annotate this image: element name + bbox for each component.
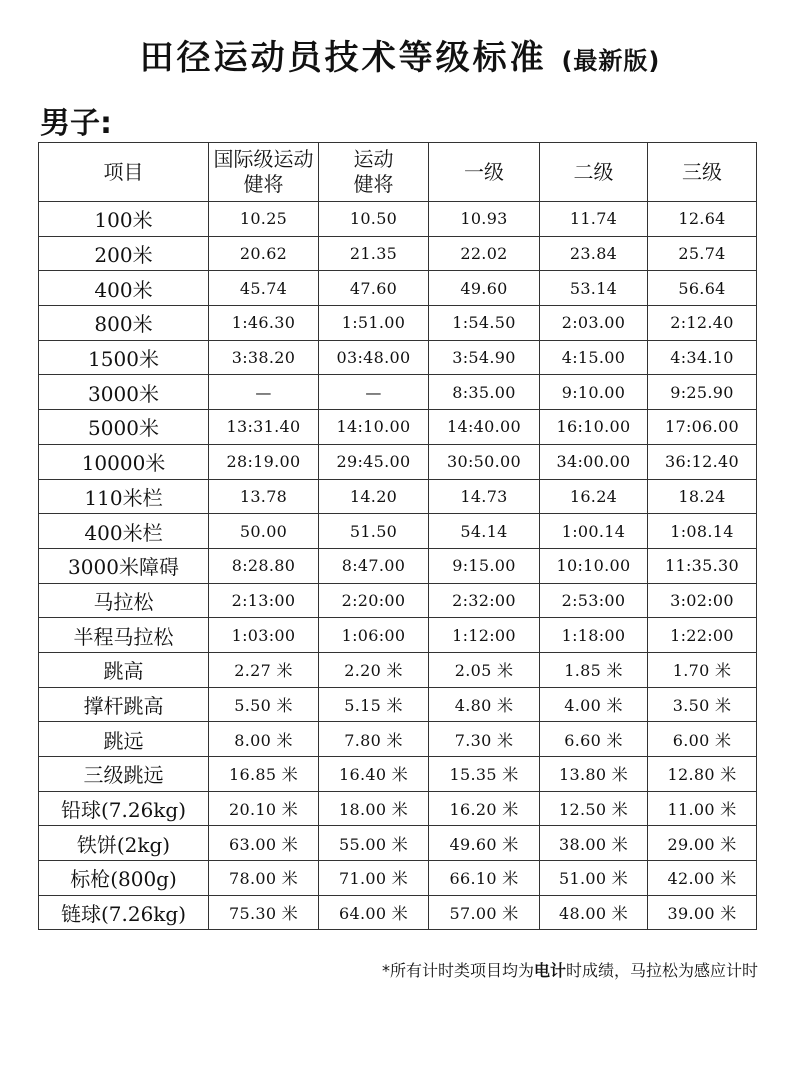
title-text: 田径运动员技术等级标准	[139, 38, 547, 78]
cell-level-2: 1.85 米	[540, 652, 648, 687]
cell-international-master: 2:13:00	[209, 583, 319, 618]
cell-event: 110米栏	[39, 479, 209, 514]
table-row	[39, 271, 757, 306]
cell-level-2: 16:10.00	[540, 410, 648, 445]
table-row	[39, 687, 757, 722]
header-level-3: 三级	[648, 143, 757, 202]
cell-level-2: 53.14	[540, 271, 648, 306]
cell-master: 03:48.00	[319, 340, 429, 375]
cell-international-master: —	[209, 375, 319, 410]
cell-event: 跳高	[39, 652, 209, 687]
cell-international-master: 13.78	[209, 479, 319, 514]
cell-event: 链球(7.26kg)	[39, 895, 209, 930]
cell-level-3: 2:12.40	[648, 306, 757, 341]
table-row	[39, 583, 757, 618]
cell-level-3: 36:12.40	[648, 444, 757, 479]
cell-international-master: 16.85 米	[209, 757, 319, 792]
table-row	[39, 826, 757, 861]
cell-level-2: 51.00 米	[540, 861, 648, 896]
cell-level-3: 17:06.00	[648, 410, 757, 445]
cell-master: 2.20 米	[319, 652, 429, 687]
table-row	[39, 236, 757, 271]
cell-event: 3000米障碍	[39, 548, 209, 583]
table-row	[39, 410, 757, 445]
cell-level-3: 12.64	[648, 202, 757, 237]
cell-master: 71.00 米	[319, 861, 429, 896]
cell-master: 2:20:00	[319, 583, 429, 618]
cell-international-master: 20.10 米	[209, 791, 319, 826]
cell-level-3: 4:34.10	[648, 340, 757, 375]
table-row	[39, 548, 757, 583]
footnote-suffix: 时成绩，马拉松为感应计时	[565, 961, 758, 980]
cell-level-2: 11.74	[540, 202, 648, 237]
cell-master: 7.80 米	[319, 722, 429, 757]
cell-international-master: 8.00 米	[209, 722, 319, 757]
cell-level-3: 42.00 米	[648, 861, 757, 896]
cell-level-2: 10:10.00	[540, 548, 648, 583]
table-row	[39, 652, 757, 687]
cell-level-1: 30:50.00	[429, 444, 540, 479]
cell-master: 29:45.00	[319, 444, 429, 479]
cell-international-master: 3:38.20	[209, 340, 319, 375]
cell-level-3: 1.70 米	[648, 652, 757, 687]
table-row	[39, 306, 757, 341]
cell-event: 200米	[39, 236, 209, 271]
cell-event: 3000米	[39, 375, 209, 410]
cell-level-3: 18.24	[648, 479, 757, 514]
cell-level-2: 13.80 米	[540, 757, 648, 792]
cell-level-2: 2:03.00	[540, 306, 648, 341]
cell-event: 100米	[39, 202, 209, 237]
cell-level-3: 9:25.90	[648, 375, 757, 410]
cell-level-1: 3:54.90	[429, 340, 540, 375]
cell-event: 撑杆跳高	[39, 687, 209, 722]
cell-level-1: 2.05 米	[429, 652, 540, 687]
cell-international-master: 2.27 米	[209, 652, 319, 687]
cell-master: 1:06:00	[319, 618, 429, 653]
header-international-master	[209, 143, 319, 202]
cell-event: 5000米	[39, 410, 209, 445]
cell-master: 16.40 米	[319, 757, 429, 792]
cell-international-master: 10.25	[209, 202, 319, 237]
cell-level-1: 1:54.50	[429, 306, 540, 341]
footnote-bold: 电计	[533, 961, 566, 980]
cell-level-1: 57.00 米	[429, 895, 540, 930]
cell-level-2: 12.50 米	[540, 791, 648, 826]
cell-level-2: 4.00 米	[540, 687, 648, 722]
cell-level-3: 56.64	[648, 271, 757, 306]
cell-event: 400米	[39, 271, 209, 306]
cell-level-1: 14.73	[429, 479, 540, 514]
cell-event: 800米	[39, 306, 209, 341]
cell-level-3: 29.00 米	[648, 826, 757, 861]
cell-master: 47.60	[319, 271, 429, 306]
header-level-2: 二级	[540, 143, 648, 202]
cell-master: 5.15 米	[319, 687, 429, 722]
cell-level-3: 1:22:00	[648, 618, 757, 653]
cell-international-master: 1:46.30	[209, 306, 319, 341]
cell-level-1: 16.20 米	[429, 791, 540, 826]
cell-level-1: 54.14	[429, 514, 540, 549]
cell-event: 马拉松	[39, 583, 209, 618]
cell-level-3: 12.80 米	[648, 757, 757, 792]
header-level-1: 一级	[429, 143, 540, 202]
cell-international-master: 63.00 米	[209, 826, 319, 861]
cell-level-1: 2:32:00	[429, 583, 540, 618]
cell-international-master: 78.00 米	[209, 861, 319, 896]
cell-level-1: 8:35.00	[429, 375, 540, 410]
cell-level-1: 49.60 米	[429, 826, 540, 861]
cell-level-1: 66.10 米	[429, 861, 540, 896]
cell-master: 18.00 米	[319, 791, 429, 826]
cell-level-3: 39.00 米	[648, 895, 757, 930]
cell-event: 铁饼(2kg)	[39, 826, 209, 861]
cell-level-3: 3:02:00	[648, 583, 757, 618]
header-event: 项目	[39, 143, 209, 202]
cell-event: 1500米	[39, 340, 209, 375]
cell-master: 1:51.00	[319, 306, 429, 341]
cell-level-2: 23.84	[540, 236, 648, 271]
cell-level-1: 7.30 米	[429, 722, 540, 757]
table-header-row	[39, 143, 757, 202]
cell-level-1: 9:15.00	[429, 548, 540, 583]
cell-level-1: 1:12:00	[429, 618, 540, 653]
cell-event: 三级跳远	[39, 757, 209, 792]
table-row	[39, 861, 757, 896]
cell-master: 64.00 米	[319, 895, 429, 930]
cell-level-1: 10.93	[429, 202, 540, 237]
cell-level-1: 4.80 米	[429, 687, 540, 722]
cell-level-2: 6.60 米	[540, 722, 648, 757]
cell-level-3: 1:08.14	[648, 514, 757, 549]
cell-event: 铅球(7.26kg)	[39, 791, 209, 826]
cell-level-1: 14:40.00	[429, 410, 540, 445]
cell-level-2: 2:53:00	[540, 583, 648, 618]
table-row	[39, 479, 757, 514]
section-heading-men: 男子:	[40, 106, 112, 141]
table-row	[39, 514, 757, 549]
cell-event: 400米栏	[39, 514, 209, 549]
cell-international-master: 5.50 米	[209, 687, 319, 722]
table-row	[39, 444, 757, 479]
table-row	[39, 791, 757, 826]
cell-event: 标枪(800g)	[39, 861, 209, 896]
cell-master: 51.50	[319, 514, 429, 549]
table-row	[39, 202, 757, 237]
table-row	[39, 757, 757, 792]
cell-level-3: 11:35.30	[648, 548, 757, 583]
footnote-prefix: *所有计时类项目均为	[381, 961, 534, 980]
cell-event: 跳远	[39, 722, 209, 757]
table-row	[39, 722, 757, 757]
cell-level-1: 22.02	[429, 236, 540, 271]
cell-master: 21.35	[319, 236, 429, 271]
cell-event: 10000米	[39, 444, 209, 479]
cell-international-master: 45.74	[209, 271, 319, 306]
cell-international-master: 1:03:00	[209, 618, 319, 653]
cell-level-1: 49.60	[429, 271, 540, 306]
cell-master: 8:47.00	[319, 548, 429, 583]
cell-level-3: 6.00 米	[648, 722, 757, 757]
cell-level-2: 1:18:00	[540, 618, 648, 653]
cell-event: 半程马拉松	[39, 618, 209, 653]
edition-label: (最新版)	[561, 47, 661, 75]
standards-table	[38, 142, 757, 930]
table-row	[39, 618, 757, 653]
header-master-text: 运动健将	[353, 147, 394, 196]
cell-master: 10.50	[319, 202, 429, 237]
cell-level-1: 15.35 米	[429, 757, 540, 792]
table-row	[39, 340, 757, 375]
cell-master: 55.00 米	[319, 826, 429, 861]
table-row	[39, 375, 757, 410]
cell-international-master: 28:19.00	[209, 444, 319, 479]
cell-master: —	[319, 375, 429, 410]
header-master	[319, 143, 429, 202]
cell-international-master: 13:31.40	[209, 410, 319, 445]
footnote	[382, 958, 758, 981]
cell-level-2: 38.00 米	[540, 826, 648, 861]
cell-level-2: 1:00.14	[540, 514, 648, 549]
cell-level-2: 34:00.00	[540, 444, 648, 479]
cell-level-2: 16.24	[540, 479, 648, 514]
cell-level-3: 11.00 米	[648, 791, 757, 826]
cell-level-3: 3.50 米	[648, 687, 757, 722]
page-title	[0, 30, 800, 79]
cell-level-2: 48.00 米	[540, 895, 648, 930]
cell-international-master: 75.30 米	[209, 895, 319, 930]
cell-international-master: 8:28.80	[209, 548, 319, 583]
cell-master: 14:10.00	[319, 410, 429, 445]
table-body	[39, 202, 757, 930]
cell-international-master: 20.62	[209, 236, 319, 271]
cell-level-3: 25.74	[648, 236, 757, 271]
header-international-master-text: 国际级运动健将	[213, 147, 314, 196]
cell-level-2: 9:10.00	[540, 375, 648, 410]
cell-international-master: 50.00	[209, 514, 319, 549]
table-row	[39, 895, 757, 930]
cell-level-2: 4:15.00	[540, 340, 648, 375]
cell-master: 14.20	[319, 479, 429, 514]
